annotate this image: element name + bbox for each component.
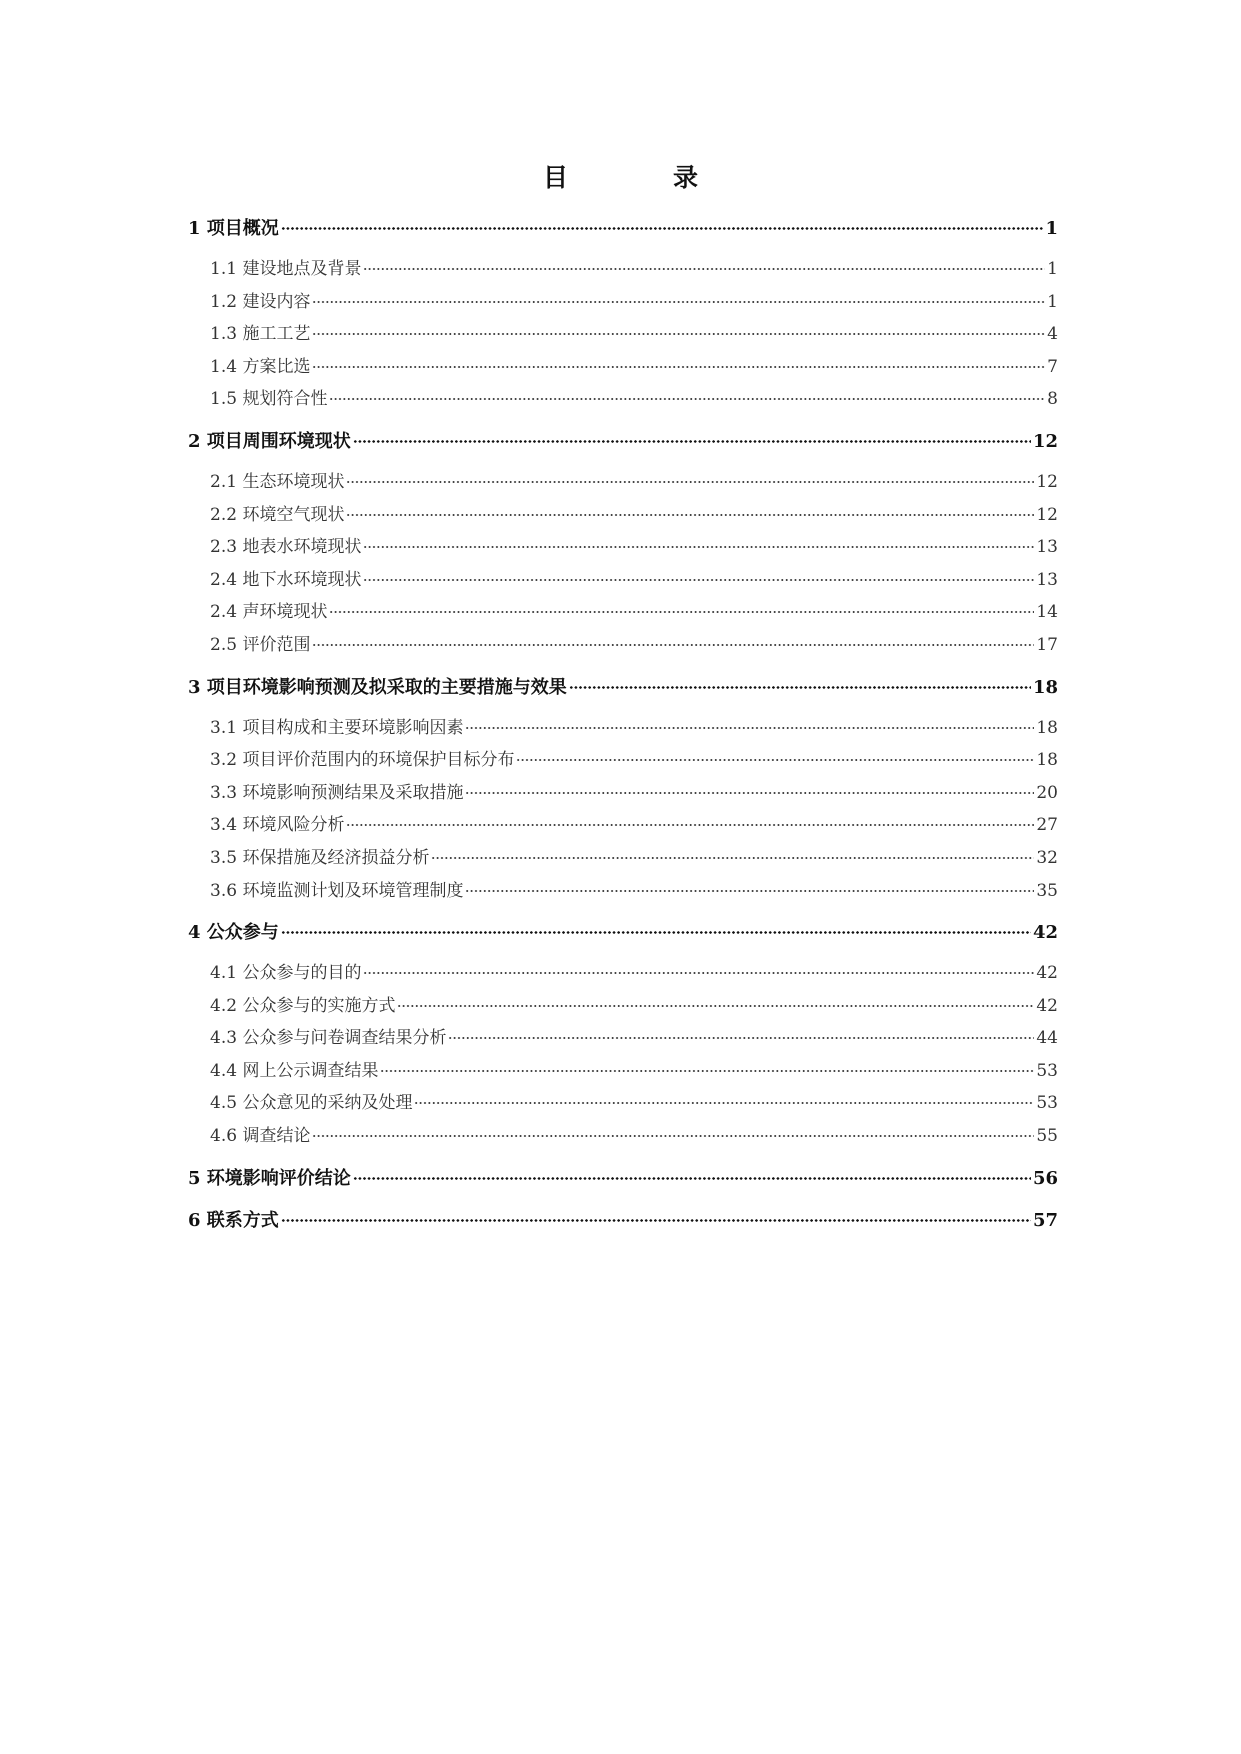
dot-leader <box>312 301 1045 303</box>
toc-entry-title: 1.4 方案比选 <box>210 356 311 377</box>
toc-chapter-entry[interactable] <box>188 918 1058 950</box>
dot-leader <box>397 1005 1034 1007</box>
toc-section-entry[interactable] <box>188 352 1058 385</box>
toc-entry-title: 3.1 项目构成和主要环境影响因素 <box>210 717 464 738</box>
dot-leader <box>516 759 1034 761</box>
toc-page-number: 53 <box>1036 1060 1058 1081</box>
toc-page-number: 1 <box>1045 218 1058 239</box>
dot-leader <box>465 792 1034 794</box>
toc-entry-title: 3.6 环境监测计划及环境管理制度 <box>210 880 464 901</box>
toc-section-entry[interactable] <box>188 778 1058 811</box>
toc-page-number: 35 <box>1036 880 1058 901</box>
toc-entry-title: 1.5 规划符合性 <box>210 389 328 410</box>
dot-leader <box>363 972 1034 974</box>
toc-entry-title: 3.4 环境风险分析 <box>210 815 345 836</box>
toc-section-entry[interactable] <box>188 532 1058 565</box>
toc-entry-title: 1.3 施工工艺 <box>210 324 311 345</box>
toc-section-entry[interactable] <box>188 713 1058 746</box>
toc-section-entry[interactable] <box>188 843 1058 876</box>
dot-leader <box>312 333 1045 335</box>
toc-entry-title: 2.3 地表水环境现状 <box>210 537 362 558</box>
toc-section-entry[interactable] <box>188 1121 1058 1154</box>
toc-entry-title: 1.2 建设内容 <box>210 291 311 312</box>
toc-entry-title: 1.1 建设地点及背景 <box>210 259 362 279</box>
dot-leader <box>465 727 1034 729</box>
toc-section-entry[interactable] <box>188 876 1058 909</box>
toc-chapter-entry[interactable] <box>188 427 1058 459</box>
toc-page-number: 18 <box>1036 717 1058 738</box>
toc-page-number: 53 <box>1036 1093 1058 1114</box>
toc-section-entry[interactable] <box>188 384 1058 417</box>
toc-entry-title: 4.5 公众意见的采纳及处理 <box>210 1093 413 1114</box>
dot-leader <box>329 611 1034 613</box>
toc-page-number: 12 <box>1036 504 1058 525</box>
toc-entry-title: 4.3 公众参与问卷调查结果分析 <box>210 1028 447 1049</box>
toc-entry-title: 6 联系方式 <box>188 1209 279 1231</box>
toc-chapter-entry[interactable] <box>188 1164 1058 1196</box>
toc-section-entry[interactable] <box>188 287 1058 320</box>
toc-chapter-entry[interactable] <box>188 673 1058 705</box>
dot-leader <box>353 1177 1031 1180</box>
toc-entry-title: 3 项目环境影响预测及拟采取的主要措施与效果 <box>188 676 567 698</box>
dot-leader <box>329 398 1045 400</box>
toc-page-number: 13 <box>1036 537 1058 558</box>
dot-leader <box>414 1102 1034 1104</box>
toc-page-number: 18 <box>1032 676 1058 698</box>
toc-page-number: 13 <box>1036 569 1058 590</box>
toc-page-number: 18 <box>1036 750 1058 771</box>
toc-entry-title: 2.1 生态环境现状 <box>210 471 345 492</box>
toc-section-entry[interactable] <box>188 991 1058 1024</box>
toc-entry-title: 3.5 环保措施及经济损益分析 <box>210 847 430 868</box>
toc-section-entry[interactable] <box>188 254 1058 287</box>
toc-entry-title: 4.6 调查结论 <box>210 1126 311 1147</box>
toc-section-entry[interactable] <box>188 1088 1058 1121</box>
toc-section-entry[interactable] <box>188 745 1058 778</box>
toc-page-number: 56 <box>1032 1167 1058 1189</box>
dot-leader <box>380 1070 1034 1072</box>
toc-page-number: 42 <box>1036 963 1058 984</box>
toc-page-number: 27 <box>1036 815 1058 836</box>
toc-page-number: 32 <box>1036 847 1058 868</box>
toc-section-entry[interactable] <box>188 319 1058 352</box>
toc-page-number: 1 <box>1047 259 1058 279</box>
toc-section-entry[interactable] <box>188 1023 1058 1056</box>
toc-page-number: 42 <box>1032 922 1058 944</box>
dot-leader <box>448 1037 1034 1039</box>
toc-entry-title: 2.5 评价范围 <box>210 634 311 655</box>
dot-leader <box>346 481 1034 483</box>
toc-page-number: 4 <box>1047 324 1058 345</box>
dot-leader <box>281 227 1044 230</box>
toc-entry-title: 3.3 环境影响预测结果及采取措施 <box>210 782 464 803</box>
toc-page-number: 44 <box>1036 1028 1058 1049</box>
toc-page-number: 14 <box>1036 602 1058 623</box>
toc-section-entry[interactable] <box>188 565 1058 598</box>
toc-page-number: 12 <box>1032 430 1058 452</box>
toc-chapter-entry[interactable] <box>188 1206 1058 1238</box>
toc-page-number: 7 <box>1047 356 1058 377</box>
dot-leader <box>363 268 1045 270</box>
toc-entry-title: 2 项目周围环境现状 <box>188 430 351 452</box>
toc-page-number: 8 <box>1047 389 1058 410</box>
dot-leader <box>312 366 1045 368</box>
toc-entry-title: 1 项目概况 <box>188 218 279 239</box>
toc-entry-title: 2.4 地下水环境现状 <box>210 569 362 590</box>
toc-section-entry[interactable] <box>188 958 1058 991</box>
toc-entry-title: 4.4 网上公示调查结果 <box>210 1060 379 1081</box>
toc-chapter-entry[interactable] <box>188 214 1058 246</box>
toc-section-entry[interactable] <box>188 810 1058 843</box>
toc-entry-title: 3.2 项目评价范围内的环境保护目标分布 <box>210 750 515 771</box>
toc-section-entry[interactable] <box>188 597 1058 630</box>
page-title: 目 录 <box>542 163 738 192</box>
table-of-contents <box>188 214 1058 1238</box>
toc-entry-title: 4 公众参与 <box>188 922 279 944</box>
dot-leader <box>465 890 1034 892</box>
toc-page-number: 55 <box>1036 1126 1058 1147</box>
dot-leader <box>353 440 1031 443</box>
toc-page-number: 1 <box>1047 291 1058 312</box>
toc-section-entry[interactable] <box>188 1056 1058 1089</box>
toc-entry-title: 4.2 公众参与的实施方式 <box>210 995 396 1016</box>
toc-page-number: 17 <box>1036 634 1058 655</box>
dot-leader <box>363 579 1034 581</box>
toc-entry-title: 4.1 公众参与的目的 <box>210 963 362 984</box>
dot-leader <box>363 546 1034 548</box>
dot-leader <box>569 686 1031 689</box>
toc-section-entry[interactable] <box>188 500 1058 533</box>
toc-entry-title: 2.4 声环境现状 <box>210 602 328 623</box>
toc-entry-title: 5 环境影响评价结论 <box>188 1167 351 1189</box>
toc-page-number: 57 <box>1032 1209 1058 1231</box>
dot-leader <box>281 931 1031 934</box>
toc-entry-title: 2.2 环境空气现状 <box>210 504 345 525</box>
toc-page-number: 12 <box>1036 471 1058 492</box>
toc-page-number: 42 <box>1036 995 1058 1016</box>
dot-leader <box>281 1219 1031 1222</box>
dot-leader <box>312 644 1034 646</box>
dot-leader <box>431 857 1034 859</box>
dot-leader <box>312 1135 1034 1137</box>
dot-leader <box>346 514 1034 516</box>
toc-section-entry[interactable] <box>188 630 1058 663</box>
toc-page-number: 20 <box>1036 782 1058 803</box>
toc-section-entry[interactable] <box>188 467 1058 500</box>
dot-leader <box>346 824 1034 826</box>
